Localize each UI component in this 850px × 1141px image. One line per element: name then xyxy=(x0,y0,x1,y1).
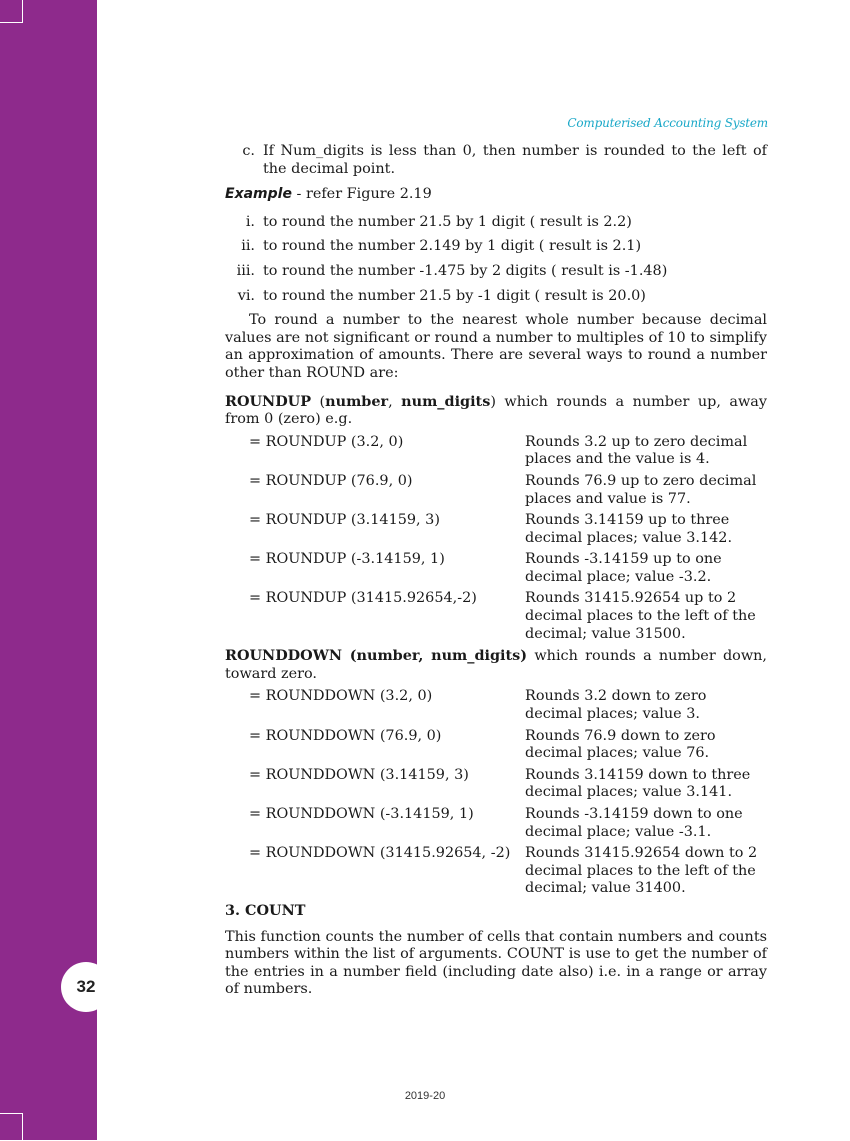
description-cell: Rounds 3.2 down to zero decimal places; value 3. xyxy=(525,688,707,723)
description-cell: Rounds 76.9 up to zero decimal places and value is 77. xyxy=(525,472,757,507)
rounddown-signature: ROUNDDOWN (number, num_digits) xyxy=(225,647,528,665)
running-head: Computerised Accounting System xyxy=(567,116,768,130)
description-cell: Rounds -3.14159 up to one decimal place; value -3.2. xyxy=(525,551,722,585)
crop-mark-top xyxy=(0,0,23,23)
example-item-text: to round the number 2.149 by 1 digit ( result is 2.1) xyxy=(263,238,642,255)
formula-cell: = ROUNDDOWN (31415.92654, -2) xyxy=(249,845,511,862)
point-c-text: If Num_digits is less than 0, then number is rounded to the left of the decimal point. xyxy=(263,143,767,177)
rounddown-heading xyxy=(225,647,767,683)
footer-year: 2019-20 xyxy=(404,1090,446,1102)
formula-cell: = ROUNDDOWN (76.9, 0) xyxy=(249,727,442,744)
rounddown-desc: which rounds a number down, toward zero. xyxy=(225,648,767,682)
intro-paragraph: To round a number to the nearest whole number because decimal values are not significant or round a number to multiples of 10 to simplify an approximation of amounts. There are several ways to round a number other than ROUND are: xyxy=(225,312,767,381)
table-row xyxy=(225,728,767,763)
table-row xyxy=(225,434,767,469)
roundup-arg1: number xyxy=(325,392,389,410)
example-item-text: to round the number -1.475 by 2 digits ( result is -1.48) xyxy=(263,262,668,279)
example-item xyxy=(225,288,767,306)
description-cell: Rounds 3.14159 up to three decimal places; value 3.142. xyxy=(525,512,733,546)
page-number: 32 xyxy=(61,962,111,1012)
description-cell: Rounds 3.14159 down to three decimal places; value 3.141. xyxy=(525,766,751,801)
point-c xyxy=(225,143,767,178)
rounddown-table xyxy=(225,688,767,898)
example-item-text: to round the number 21.5 by -1 digit ( result is 20.0) xyxy=(263,287,646,304)
formula-cell: = ROUNDDOWN (-3.14159, 1) xyxy=(249,806,474,822)
formula-cell: = ROUNDDOWN (3.14159, 3) xyxy=(249,766,469,783)
table-row xyxy=(225,767,767,802)
formula-cell: = ROUNDDOWN (3.2, 0) xyxy=(249,688,433,705)
roundup-desc: which rounds a number up, away from 0 (zero) e.g. xyxy=(225,393,767,428)
example-item-marker: i. xyxy=(245,213,255,230)
roundup-table xyxy=(225,434,767,644)
roundup-comma: , xyxy=(388,393,402,410)
formula-cell: = ROUNDUP (3.2, 0) xyxy=(249,433,404,450)
formula-cell: = ROUNDUP (3.14159, 3) xyxy=(249,512,440,529)
roundup-name: ROUNDUP xyxy=(225,392,312,410)
count-paragraph: This function counts the number of cells that contain numbers and counts numbers within the list of arguments. COUNT is use to get the number of the entries in a number field (including date also) i.e. in a range or array of numbers. xyxy=(225,928,767,998)
roundup-paren-open: ( xyxy=(311,393,326,410)
point-c-marker: c. xyxy=(242,143,255,159)
example-item-marker: iii. xyxy=(236,262,255,279)
roundup-heading xyxy=(225,393,767,429)
example-item-text: to round the number 21.5 by 1 digit ( result is 2.2) xyxy=(263,213,632,230)
count-heading: 3. COUNT xyxy=(225,901,306,919)
table-row xyxy=(225,806,767,841)
table-row xyxy=(225,590,767,643)
description-cell: Rounds 31415.92654 up to 2 decimal places to the left of the decimal; value 31500. xyxy=(525,590,756,642)
description-cell: Rounds 76.9 down to zero decimal places; value 76. xyxy=(525,727,716,762)
table-row xyxy=(225,845,767,898)
example-item xyxy=(225,238,767,256)
table-row xyxy=(225,512,767,547)
crop-mark-bottom xyxy=(0,1113,23,1141)
example-heading xyxy=(225,186,767,204)
roundup-paren-close: ) xyxy=(490,393,496,410)
example-list xyxy=(225,214,767,305)
table-row xyxy=(225,551,767,586)
page-content xyxy=(225,143,767,999)
table-row xyxy=(225,688,767,723)
formula-cell: = ROUNDUP (-3.14159, 1) xyxy=(249,551,445,568)
example-item xyxy=(225,263,767,281)
description-cell: Rounds 31415.92654 down to 2 decimal places to the left of the decimal; value 31400. xyxy=(525,845,758,897)
formula-cell: = ROUNDUP (31415.92654,-2) xyxy=(249,590,477,607)
description-cell: Rounds -3.14159 down to one decimal place; value -3.1. xyxy=(525,806,743,840)
example-ref: - refer Figure 2.19 xyxy=(291,186,432,203)
formula-cell: = ROUNDUP (76.9, 0) xyxy=(249,472,413,489)
description-cell: Rounds 3.2 up to zero decimal places and the value is 4. xyxy=(525,433,748,468)
example-item xyxy=(225,214,767,232)
roundup-arg2: num_digits xyxy=(401,392,491,410)
table-row xyxy=(225,473,767,508)
example-item-marker: ii. xyxy=(241,238,255,255)
example-label: Example xyxy=(225,186,292,203)
example-item-marker: vi. xyxy=(237,287,255,304)
